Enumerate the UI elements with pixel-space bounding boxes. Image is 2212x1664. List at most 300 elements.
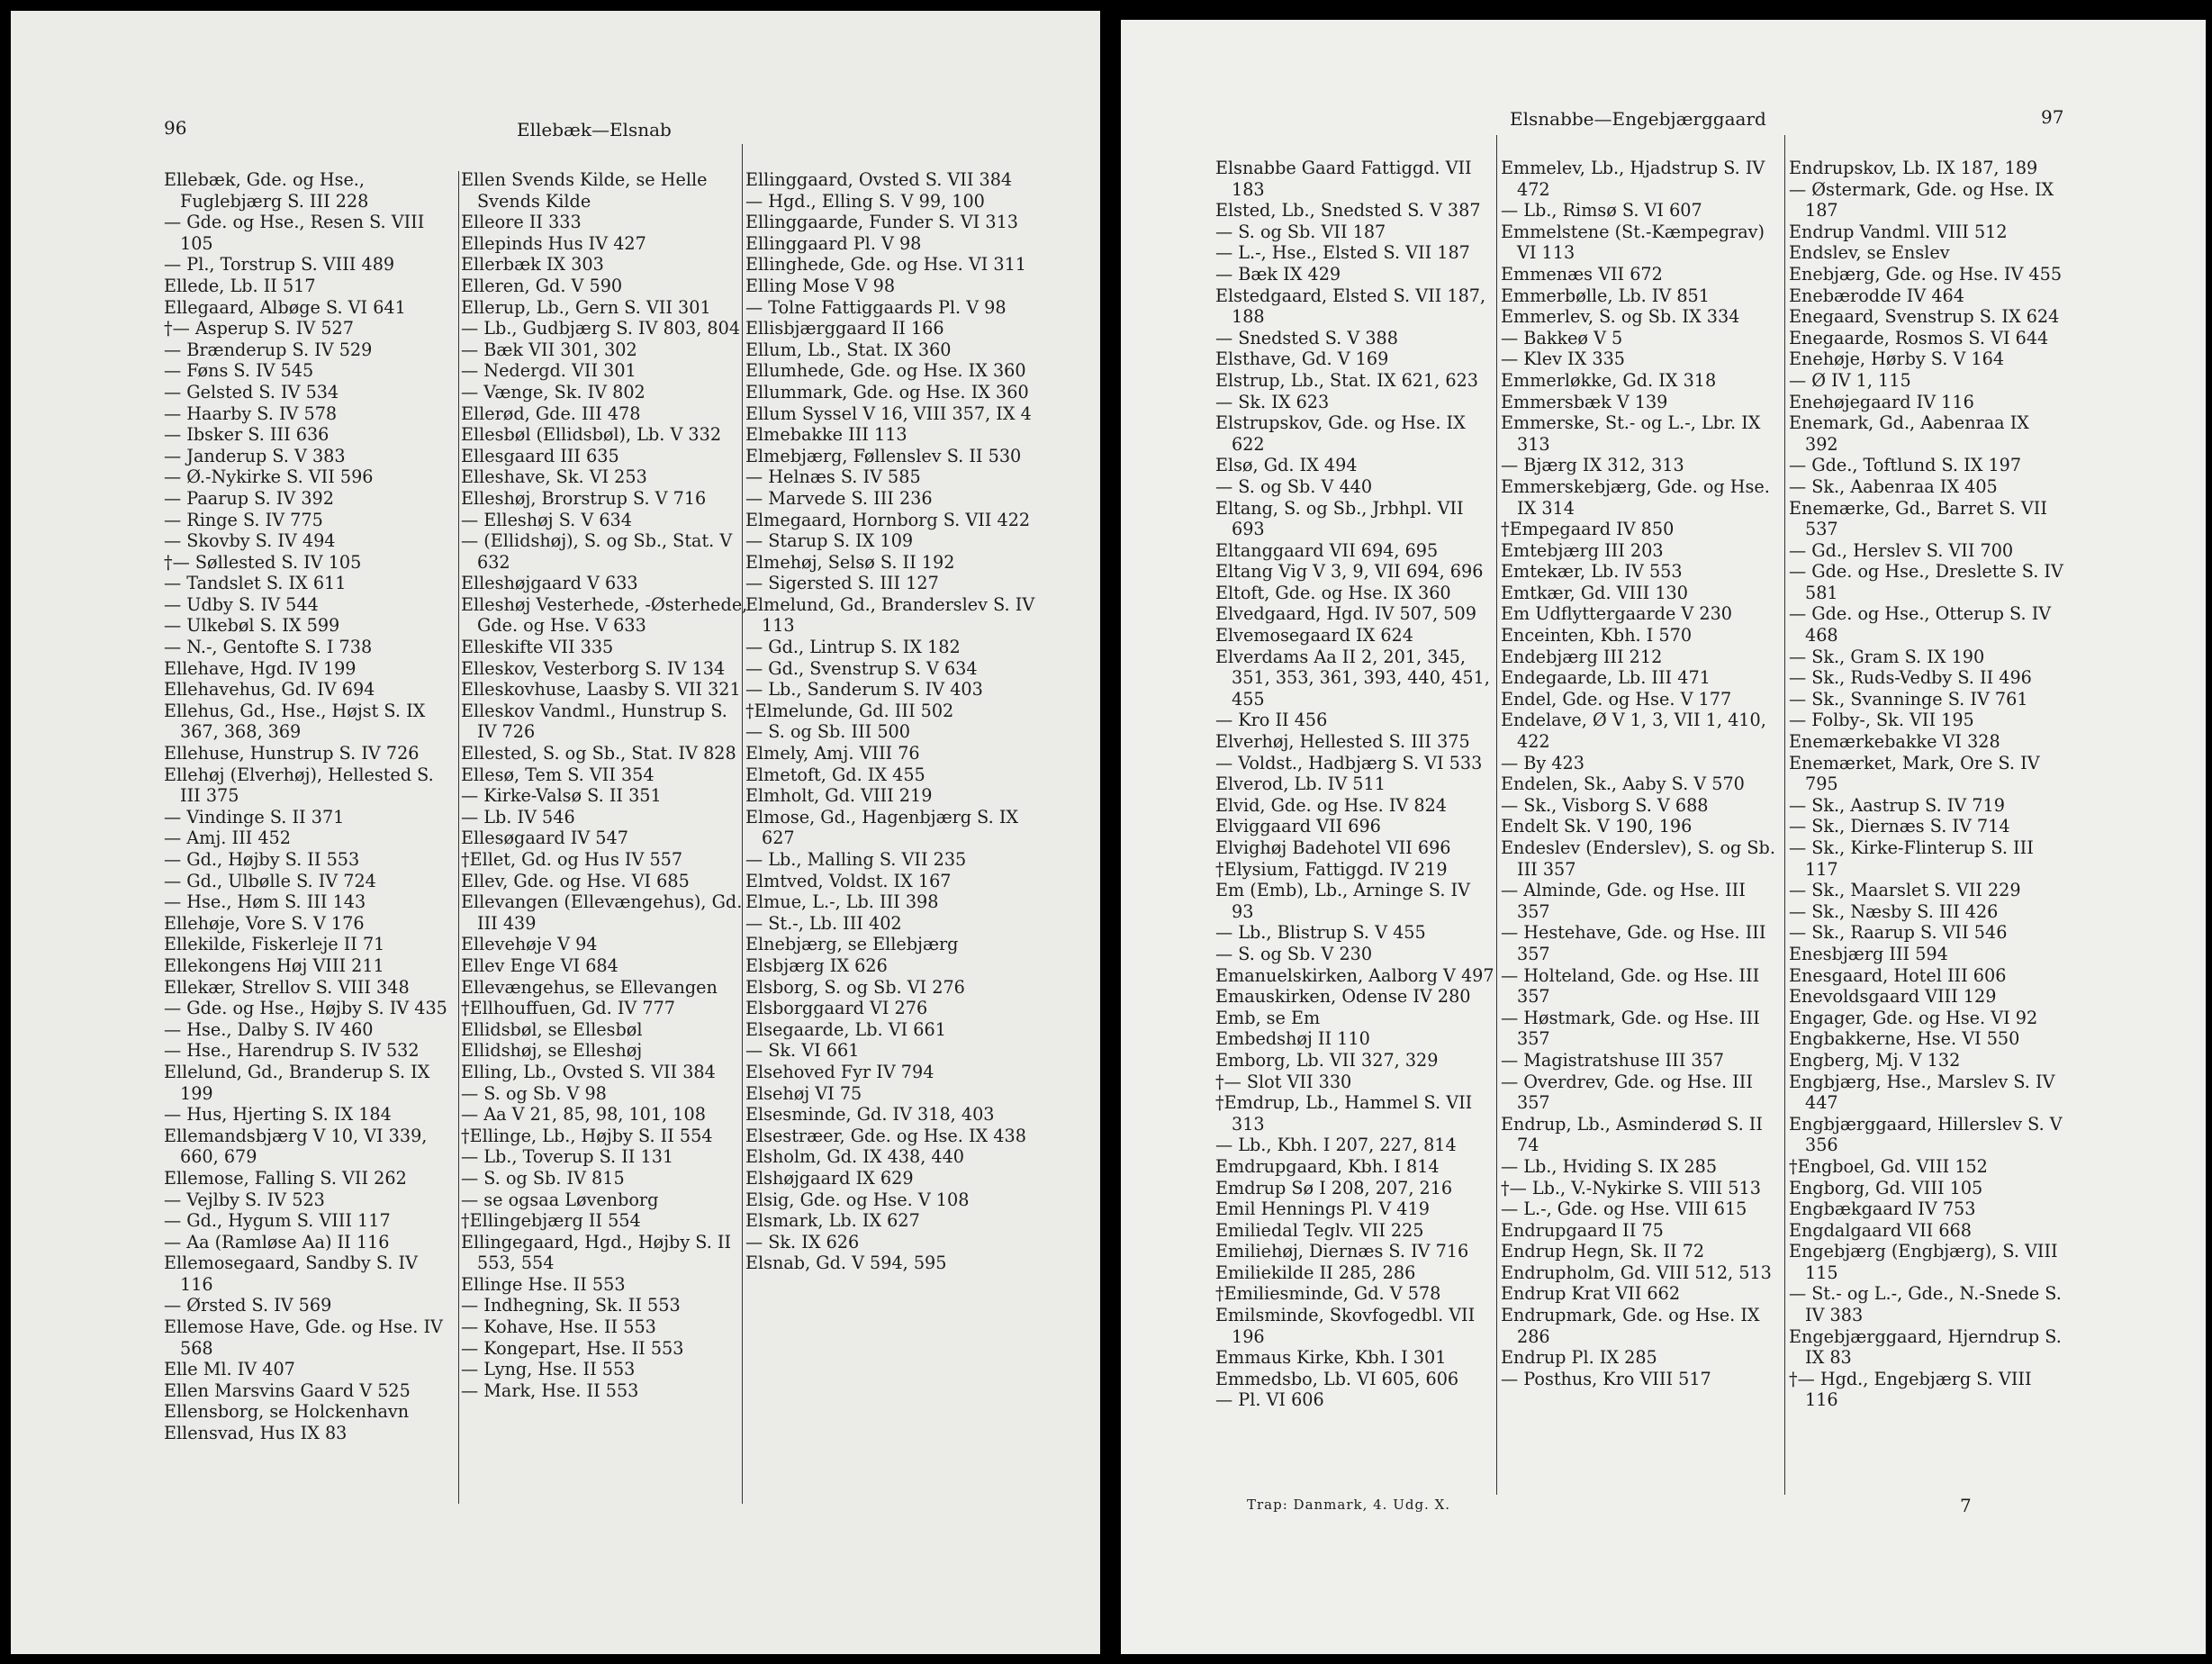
index-entry: †Emiliesminde, Gd. V 578	[1215, 1283, 1441, 1305]
right-page	[1121, 20, 2206, 1654]
signature-mark: 7	[1960, 1495, 1972, 1516]
index-entry: — Tandslet S. IX 611	[164, 573, 347, 594]
index-entry: — Gde. og Hse., Resen S. VIII 105	[164, 212, 425, 254]
index-entry: †— Slot VII 330	[1215, 1071, 1352, 1092]
index-entry: — Magistratshuse III 357	[1501, 1049, 1724, 1071]
index-entry: Engbjærg, Hse., Marslev S. IV 447	[1789, 1071, 2055, 1114]
index-entry: Endeslev (Enderslev), S. og Sb. III 357	[1501, 837, 1775, 880]
index-entry: — Lb., Sanderum S. IV 403	[745, 679, 983, 701]
index-entry: Emtekær, Lb. IV 553	[1501, 561, 1683, 583]
index-entry: — Ibsker S. III 636	[164, 424, 330, 446]
index-entry: Engdalgaard VII 668	[1789, 1219, 1972, 1241]
index-entry: Ellemosegaard, Sandby S. IV 116	[164, 1253, 418, 1295]
index-entry: Ellev, Gde. og Hse. VI 685	[461, 870, 690, 891]
column-rule	[1496, 135, 1497, 1495]
index-entry: — Lb., Gudbjærg S. IV 803, 804	[461, 318, 741, 339]
index-column-1	[1215, 158, 1494, 1411]
index-entry: Elvedgaard, Hgd. IV 507, 509	[1215, 603, 1476, 625]
index-entry: Endrup Pl. IX 285	[1501, 1347, 1657, 1369]
left-page	[11, 11, 1100, 1654]
index-entry: Elsehøj VI 75	[745, 1082, 862, 1104]
index-entry: Elmose, Gd., Hagenbjærg S. IX 627	[745, 806, 1019, 849]
index-entry: Emtkær, Gd. VIII 130	[1501, 582, 1688, 603]
index-entry: Elsegaarde, Lb. VI 661	[745, 1018, 946, 1040]
index-entry: Ellesø, Tem S. VII 354	[461, 764, 655, 785]
index-entry: Elmehøj, Selsø S. II 192	[745, 551, 955, 573]
index-entry: Elleshøj, Brorstrup S. V 716	[461, 487, 707, 509]
index-entry: — Lb., Rimsø S. VI 607	[1501, 200, 1702, 222]
index-entry: Ellegaard, Albøge S. VI 641	[164, 296, 406, 318]
index-entry: Endrupskov, Lb. IX 187, 189	[1789, 158, 2038, 178]
index-entry: Elverdams Aa II 2, 201, 345, 351, 353, 361, 393, 440, 451, 455	[1215, 646, 1490, 710]
index-entry: Emmerløkke, Gd. IX 318	[1501, 369, 1717, 391]
index-entry: Emanuelskirken, Aalborg V 497	[1215, 964, 1494, 986]
index-entry: — Bæk VII 301, 302	[461, 339, 637, 360]
index-entry: — Hse., Høm S. III 143	[164, 891, 366, 913]
index-entry: — Gd., Højby S. II 553	[164, 849, 360, 870]
index-entry: Emiliekilde II 285, 286	[1215, 1262, 1416, 1283]
index-entry: Emdrupgaard, Kbh. I 814	[1215, 1155, 1440, 1177]
index-entry: Elsehoved Fyr IV 794	[745, 1061, 934, 1082]
index-entry: — Gde. og Hse., Dreslette S. IV 581	[1789, 561, 2063, 603]
index-entry: Emmaus Kirke, Kbh. I 301	[1215, 1347, 1447, 1369]
index-entry: — Marvede S. III 236	[745, 487, 933, 509]
index-entry: Ellum Syssel V 16, VIII 357, IX 4	[745, 402, 1032, 424]
index-entry: Elle Ml. IV 407	[164, 1359, 295, 1380]
index-entry: †Empegaard IV 850	[1501, 519, 1675, 540]
index-entry: Emb, se Em	[1215, 1007, 1321, 1028]
index-entry: — Sk., Aabenraa IX 405	[1789, 475, 1998, 497]
index-entry: — Sk. VI 661	[745, 1040, 860, 1062]
index-entry: Endrup, Lb., Asminderød S. II 74	[1501, 1113, 1763, 1156]
index-entry: — Bæk IX 429	[1215, 263, 1341, 285]
index-entry: Ellensborg, se Holckenhavn	[164, 1401, 410, 1423]
index-entry: — Udby S. IV 544	[164, 593, 319, 615]
index-entry: Eltoft, Gde. og Hse. IX 360	[1215, 582, 1451, 603]
index-entry: — Sk., Svanninge S. IV 761	[1789, 688, 2028, 710]
index-entry: Elleore II 333	[461, 212, 582, 233]
index-entry: Elsnabbe Gaard Fattiggd. VII 183	[1215, 158, 1472, 200]
index-entry: Ellinggaard Pl. V 98	[745, 232, 922, 254]
index-entry: — Starup S. IX 109	[745, 530, 914, 552]
imprint-footer: Trap: Danmark, 4. Udg. X.	[1247, 1497, 1451, 1513]
index-entry: — By 423	[1501, 752, 1585, 773]
index-entry: — S. og Sb. V 440	[1215, 475, 1373, 497]
index-entry: — Klev IX 335	[1501, 348, 1626, 370]
index-entry: — Vejlby S. IV 523	[164, 1189, 325, 1210]
index-entry: — Holteland, Gde. og Hse. III 357	[1501, 964, 1760, 1008]
index-entry: — Aa (Ramløse Aa) II 116	[164, 1231, 390, 1253]
index-entry: Emmerske, St.- og L.-, Lbr. IX 313	[1501, 412, 1761, 455]
index-entry: — L.-, Gde. og Hse. VIII 615	[1501, 1198, 1747, 1220]
index-entry: Elviggaard VII 696	[1215, 816, 1381, 837]
index-entry: Ellidshøj, se Elleshøj	[461, 1040, 643, 1062]
index-entry: — Hestehave, Gde. og Hse. III 357	[1501, 922, 1766, 964]
index-entry: — Amj. III 452	[164, 827, 291, 849]
index-entry: Ellemose, Falling S. VII 262	[164, 1167, 407, 1189]
index-entry: Elstrup, Lb., Stat. IX 621, 623	[1215, 369, 1479, 391]
index-entry: Elmholt, Gd. VIII 219	[745, 785, 933, 807]
index-entry: — Gd., Herslev S. VII 700	[1789, 539, 2014, 561]
index-entry: †Emdrup, Lb., Hammel S. VII 313	[1215, 1092, 1473, 1135]
index-entry: Elsbjærg IX 626	[745, 954, 888, 976]
index-entry: Elnebjærg, se Ellebjærg	[745, 934, 959, 955]
index-entry: — Sk., Aastrup S. IV 719	[1789, 794, 2005, 816]
index-entry: Elmebakke III 113	[745, 424, 907, 446]
index-entry: Enegaard, Svenstrup S. IX 624	[1789, 306, 2060, 328]
index-entry: Embedshøj II 110	[1215, 1028, 1370, 1050]
index-entry: Emmersbæk V 139	[1501, 391, 1668, 412]
index-entry: — Vindinge S. II 371	[164, 806, 345, 827]
index-entry: Em (Emb), Lb., Arninge S. IV 93	[1215, 880, 1470, 922]
index-entry: — Indhegning, Sk. II 553	[461, 1295, 681, 1316]
index-entry: — S. og Sb. VII 187	[1215, 221, 1386, 242]
column-rule	[742, 144, 743, 1504]
index-entry: Emmerskebjærg, Gde. og Hse. IX 314	[1501, 475, 1770, 519]
index-entry: Ellev Enge VI 684	[461, 954, 618, 976]
index-entry: Elleshøjgaard V 633	[461, 573, 638, 594]
index-entry: Engborg, Gd. VIII 105	[1789, 1177, 1983, 1198]
index-entry: Endrupholm, Gd. VIII 512, 513	[1501, 1262, 1772, 1283]
index-entry: †— Søllested S. IV 105	[164, 551, 362, 573]
index-entry: Emborg, Lb. VII 327, 329	[1215, 1049, 1439, 1071]
index-entry: Ellelund, Gd., Branderup S. IX 199	[164, 1061, 430, 1104]
index-entry: — Nedergd. VII 301	[461, 360, 637, 382]
index-entry: — S. og Sb. IV 815	[461, 1167, 625, 1189]
index-entry: Ellerød, Gde. III 478	[461, 402, 641, 424]
index-entry: †Ellingebjærg II 554	[461, 1210, 641, 1232]
index-entry: — Gd., Lintrup S. IX 182	[745, 637, 961, 658]
index-entry: Ellebæk, Gde. og Hse., Fuglebjærg S. III 228	[164, 169, 369, 212]
index-entry: Elsborggaard VI 276	[745, 998, 928, 1019]
index-entry: Engager, Gde. og Hse. VI 92	[1789, 1007, 2038, 1028]
page-number: 97	[2041, 106, 2064, 128]
index-entry: Ellehave, Hgd. IV 199	[164, 657, 357, 679]
index-entry: — Lb. IV 546	[461, 806, 575, 827]
index-entry: Engebjærggaard, Hjerndrup S. IX 83	[1789, 1325, 2062, 1369]
index-entry: Elstedgaard, Elsted S. VII 187, 188	[1215, 285, 1486, 328]
index-entry: Elverhøj, Hellested S. III 375	[1215, 731, 1470, 753]
index-entry: — Pl. VI 606	[1215, 1389, 1324, 1411]
index-entry: — Hus, Hjerting S. IX 184	[164, 1104, 392, 1126]
index-entry: — Sk., Visborg S. V 688	[1501, 794, 1709, 816]
index-entry: — L.-, Hse., Elsted S. VII 187	[1215, 242, 1470, 264]
index-entry: Elmely, Amj. VIII 76	[745, 743, 920, 764]
index-entry: Elling, Lb., Ovsted S. VII 384	[461, 1061, 716, 1082]
index-entry: Elleren, Gd. V 590	[461, 275, 623, 296]
index-entry: †Elmelunde, Gd. III 502	[745, 700, 954, 721]
index-entry: — Lb., Kbh. I 207, 227, 814	[1215, 1135, 1457, 1156]
index-entry: Emmerbølle, Lb. IV 851	[1501, 285, 1710, 306]
index-entry: Ellevehøje V 94	[461, 934, 598, 955]
index-entry: Elmtved, Voldst. IX 167	[745, 870, 952, 891]
index-entry: Ellede, Lb. II 517	[164, 275, 316, 296]
index-entry: Elsmark, Lb. IX 627	[745, 1210, 920, 1232]
index-entry: Ellumhede, Gde. og Hse. IX 360	[745, 360, 1026, 382]
index-entry: — Sigersted S. III 127	[745, 573, 939, 594]
index-entry: — Sk., Næsby S. III 426	[1789, 900, 1999, 922]
index-entry: — Bjærg IX 312, 313	[1501, 455, 1684, 476]
index-entry: Elleskovhuse, Laasby S. VII 321	[461, 679, 741, 701]
index-entry: Emmelev, Lb., Hjadstrup S. IV 472	[1501, 158, 1765, 200]
index-entry: Endrup Krat VII 662	[1501, 1283, 1681, 1305]
index-entry: — se ogsaa Løvenborg	[461, 1189, 659, 1210]
index-entry: Ellehus, Gd., Hse., Højst S. IX 367, 368, 369	[164, 700, 426, 743]
index-entry: — Folby-, Sk. VII 195	[1789, 710, 1974, 731]
index-entry: Ellemose Have, Gde. og Hse. IV 568	[164, 1316, 443, 1359]
index-entry: Endrupgaard II 75	[1501, 1219, 1664, 1241]
index-entry: — Lyng, Hse. II 553	[461, 1359, 636, 1380]
index-entry: — S. og Sb. III 500	[745, 721, 910, 743]
index-entry: Elling Mose V 98	[745, 275, 896, 296]
index-entry: — Paarup S. IV 392	[164, 487, 334, 509]
index-entry: Enesgaard, Hotel III 606	[1789, 964, 2007, 986]
index-entry: — Skovby S. IV 494	[164, 530, 336, 552]
index-entry: — Sk., Diernæs S. IV 714	[1789, 816, 2010, 837]
index-entry: Endelen, Sk., Aaby S. V 570	[1501, 773, 1745, 795]
index-entry: Elmue, L.-, Lb. III 398	[745, 891, 939, 913]
index-entry: Ellesbøl (Ellidsbøl), Lb. V 332	[461, 424, 722, 446]
index-entry: Emmenæs VII 672	[1501, 263, 1663, 285]
index-entry: — Hse., Harendrup S. IV 532	[164, 1040, 420, 1062]
index-entry: Endelt Sk. V 190, 196	[1501, 816, 1693, 837]
index-entry: — Kongepart, Hse. II 553	[461, 1337, 684, 1359]
index-entry: Elshøjgaard IX 629	[745, 1167, 914, 1189]
index-entry: †— Hgd., Engebjærg S. VIII 116	[1789, 1368, 2032, 1411]
index-entry: Ellesgaard III 635	[461, 445, 619, 466]
index-entry: — Vænge, Sk. IV 802	[461, 381, 646, 402]
index-entry: Ellehuse, Hunstrup S. IV 726	[164, 743, 420, 764]
index-entry: — Aa V 21, 85, 98, 101, 108	[461, 1104, 706, 1126]
column-rule	[458, 171, 459, 1504]
index-entry: Engebjærg (Engbjærg), S. VIII 115	[1789, 1241, 2058, 1283]
index-entry: — Sk. IX 626	[745, 1231, 860, 1253]
index-entry: Elleskov Vandml., Hunstrup S. IV 726	[461, 700, 727, 743]
index-entry: Enebjærg, Gde. og Hse. IV 455	[1789, 263, 2063, 285]
index-entry: Ellerbæk IX 303	[461, 254, 604, 276]
index-entry: Ellummark, Gde. og Hse. IX 360	[745, 381, 1029, 402]
index-entry: — Ulkebøl S. IX 599	[164, 615, 340, 637]
index-entry: — Voldst., Hadbjærg S. VI 533	[1215, 752, 1483, 773]
index-column-2	[461, 169, 751, 1401]
index-entry: — Hgd., Elling S. V 99, 100	[745, 190, 985, 212]
index-entry: — Hse., Dalby S. IV 460	[164, 1018, 374, 1040]
index-entry: — Lb., Blistrup S. V 455	[1215, 922, 1426, 944]
index-entry: Ellested, S. og Sb., Stat. IV 828	[461, 743, 736, 764]
index-column-3	[745, 169, 1035, 1274]
index-entry: Elverod, Lb. IV 511	[1215, 773, 1386, 795]
index-entry: — Gde. og Hse., Otterup S. IV 468	[1789, 603, 2052, 647]
index-entry: Enemark, Gd., Aabenraa IX 392	[1789, 412, 2029, 455]
index-entry: — Gde. og Hse., Højby S. IV 435	[164, 998, 447, 1019]
index-entry: Elmetoft, Gd. IX 455	[745, 764, 925, 785]
index-entry: Elsesminde, Gd. IV 318, 403	[745, 1104, 995, 1126]
index-entry: — Høstmark, Gde. og Hse. III 357	[1501, 1007, 1760, 1050]
index-entry: — St.- og L.-, Gde., N.-Snede S. IV 383	[1789, 1283, 2062, 1326]
index-entry: Elsø, Gd. IX 494	[1215, 455, 1358, 476]
index-entry: Elsholm, Gd. IX 438, 440	[745, 1146, 965, 1168]
index-entry: — Sk., Ruds-Vedby S. II 496	[1789, 667, 2032, 689]
index-entry: — Gd., Svenstrup S. V 634	[745, 657, 978, 679]
index-entry: Eltanggaard VII 694, 695	[1215, 539, 1439, 561]
index-entry: Ellinggaarde, Funder S. VI 313	[745, 212, 1018, 233]
index-entry: Endrup Hegn, Sk. II 72	[1501, 1241, 1705, 1262]
index-entry: Emauskirken, Odense IV 280	[1215, 986, 1471, 1008]
index-entry: — (Ellidshøj), S. og Sb., Stat. V 632	[461, 530, 733, 573]
index-entry: Ellevængehus, se Ellevangen	[461, 976, 718, 998]
running-head: Ellebæk—Elsnab	[517, 119, 672, 140]
index-column-3	[1789, 158, 2066, 1411]
index-entry: Enebærodde IV 464	[1789, 285, 1964, 306]
index-entry: Enemærke, Gd., Barret S. VII 537	[1789, 497, 2047, 540]
index-entry: Ellemandsbjærg V 10, VI 339, 660, 679	[164, 1125, 428, 1168]
index-entry: — S. og Sb. V 98	[461, 1082, 607, 1104]
index-entry: Emil Hennings Pl. V 419	[1215, 1198, 1430, 1220]
index-entry: Ellevangen (Ellevængehus), Gd. III 439	[461, 891, 743, 934]
index-entry: †Engboel, Gd. VIII 152	[1789, 1155, 1988, 1177]
index-entry: — Bakkeø V 5	[1501, 327, 1623, 348]
index-entry: Emdrup Sø I 208, 207, 216	[1215, 1177, 1453, 1198]
index-entry: — Posthus, Kro VIII 517	[1501, 1368, 1711, 1389]
index-entry: Ellesøgaard IV 547	[461, 827, 628, 849]
index-entry: — Pl., Torstrup S. VIII 489	[164, 254, 395, 276]
running-head: Elsnabbe—Engebjærggaard	[1510, 108, 1766, 130]
index-entry: — Østermark, Gde. og Hse. IX 187	[1789, 178, 2054, 222]
index-entry: — Overdrev, Gde. og Hse. III 357	[1501, 1071, 1753, 1114]
index-column-1	[164, 169, 454, 1444]
index-entry: — Gde., Toftlund S. IX 197	[1789, 455, 2022, 476]
index-entry: Elleshøj Vesterhede, -Østerhede, Gde. og Hse. V 633	[461, 593, 748, 637]
index-entry: — Sk. IX 623	[1215, 391, 1330, 412]
index-column-2	[1501, 158, 1783, 1389]
index-entry: Enemærkebakke VI 328	[1789, 731, 2000, 753]
index-entry: — Gd., Ulbølle S. IV 724	[164, 870, 376, 891]
index-entry: — Janderup S. V 383	[164, 445, 346, 466]
index-entry: — Sk., Maarslet S. VII 229	[1789, 880, 2021, 901]
index-entry: — Snedsted S. V 388	[1215, 327, 1398, 348]
index-entry: Enevoldsgaard VIII 129	[1789, 986, 1997, 1008]
index-entry: Elmebjærg, Føllenslev S. II 530	[745, 445, 1022, 466]
index-entry: Elleshave, Sk. VI 253	[461, 466, 647, 488]
index-entry: Enehøjegaard IV 116	[1789, 391, 1974, 412]
index-entry: Emilsminde, Skovfogedbl. VII 196	[1215, 1305, 1476, 1347]
index-entry: — Ørsted S. IV 569	[164, 1295, 332, 1316]
index-entry: Ellidsbøl, se Ellesbøl	[461, 1018, 643, 1040]
index-entry: Elstrupskov, Gde. og Hse. IX 622	[1215, 412, 1466, 455]
index-entry: — Gelsted S. IV 534	[164, 381, 339, 402]
index-entry: Engbækgaard IV 753	[1789, 1198, 1976, 1220]
index-entry: Elmelund, Gd., Branderslev S. IV 113	[745, 593, 1035, 637]
index-entry: Ellum, Lb., Stat. IX 360	[745, 339, 952, 360]
index-entry: Elvemosegaard IX 624	[1215, 625, 1413, 647]
index-entry: Ellehøj (Elverhøj), Hellested S. III 375	[164, 764, 434, 807]
index-entry: Ellen Marsvins Gaard V 525	[164, 1379, 411, 1401]
index-entry: Elsted, Lb., Snedsted S. V 387	[1215, 200, 1481, 222]
index-entry: Emmerlev, S. og Sb. IX 334	[1501, 306, 1740, 328]
index-entry: Elvid, Gde. og Hse. IV 824	[1215, 794, 1447, 816]
index-entry: — St.-, Lb. III 402	[745, 912, 902, 934]
index-entry: — Ø.-Nykirke S. VII 596	[164, 466, 374, 488]
index-entry: Eltang Vig V 3, 9, VII 694, 696	[1215, 561, 1484, 583]
index-entry: Emiliedal Teglv. VII 225	[1215, 1219, 1424, 1241]
index-entry: Enehøje, Hørby S. V 164	[1789, 348, 2005, 370]
index-entry: Endrup Vandml. VIII 512	[1789, 221, 2008, 242]
index-entry: Enemærket, Mark, Ore S. IV 795	[1789, 752, 2040, 795]
index-entry: Enceinten, Kbh. I 570	[1501, 625, 1693, 647]
index-entry: Elsborg, S. og Sb. VI 276	[745, 976, 965, 998]
index-entry: Elsig, Gde. og Hse. V 108	[745, 1189, 970, 1210]
index-entry: Ellekær, Strellov S. VIII 348	[164, 976, 410, 998]
index-entry: — Haarby S. IV 578	[164, 402, 338, 424]
page-number: 96	[164, 117, 187, 139]
index-entry: Ellekilde, Fiskerleje II 71	[164, 934, 385, 955]
index-entry: Ellehavehus, Gd. IV 694	[164, 679, 375, 701]
index-entry: Ellinggaard, Ovsted S. VII 384	[745, 169, 1013, 190]
index-entry: Endegaarde, Lb. III 471	[1501, 667, 1711, 689]
index-entry: Eltang, S. og Sb., Jrbhpl. VII 693	[1215, 497, 1464, 540]
index-entry: †Ellinge, Lb., Højby S. II 554	[461, 1125, 713, 1146]
index-entry: — Lb., Hviding S. IX 285	[1501, 1155, 1718, 1177]
index-entry: †Elysium, Fattiggd. IV 219	[1215, 858, 1448, 880]
index-entry: — Mark, Hse. II 553	[461, 1379, 639, 1401]
index-entry: Elsnab, Gd. V 594, 595	[745, 1253, 947, 1274]
index-entry: Emiliehøj, Diernæs S. IV 716	[1215, 1241, 1469, 1262]
index-entry: — Lb., Toverup S. II 131	[461, 1146, 674, 1168]
index-entry: Elvighøj Badehotel VII 696	[1215, 837, 1451, 858]
index-entry: Elleskov, Vesterborg S. IV 134	[461, 657, 726, 679]
index-entry: — Alminde, Gde. og Hse. III 357	[1501, 880, 1746, 922]
index-entry: — Tolne Fattiggaards Pl. V 98	[745, 296, 1007, 318]
index-entry: — Brænderup S. IV 529	[164, 339, 373, 360]
index-entry: Engbakkerne, Hse. VI 550	[1789, 1028, 2020, 1050]
index-entry: Emtebjærg III 203	[1501, 539, 1664, 561]
index-entry: Engberg, Mj. V 132	[1789, 1049, 1961, 1071]
index-entry: Elleskifte VII 335	[461, 637, 614, 658]
index-entry: Ellinghede, Gde. og Hse. VI 311	[745, 254, 1026, 276]
index-entry: Ellensvad, Hus IX 83	[164, 1423, 348, 1444]
index-entry: †— Asperup S. IV 527	[164, 318, 354, 339]
index-entry: — Elleshøj S. V 634	[461, 509, 632, 530]
index-entry: — Sk., Gram S. IX 190	[1789, 646, 1985, 667]
index-entry: Emmelstene (St.-Kæmpegrav) VI 113	[1501, 221, 1765, 264]
index-entry: Endebjærg III 212	[1501, 646, 1663, 667]
index-entry: Endel, Gde. og Hse. V 177	[1501, 688, 1732, 710]
index-entry: — Ø IV 1, 115	[1789, 369, 1911, 391]
index-entry: — Lb., Malling S. VII 235	[745, 849, 967, 870]
index-entry: — Føns S. IV 545	[164, 360, 314, 382]
index-entry: — Ringe S. IV 775	[164, 509, 323, 530]
column-rule	[1784, 135, 1785, 1495]
index-entry: — Kohave, Hse. II 553	[461, 1316, 656, 1338]
index-entry: Ellingegaard, Hgd., Højby S. II 553, 554	[461, 1231, 732, 1274]
index-entry: — N.-, Gentofte S. I 738	[164, 637, 373, 658]
index-entry: — Sk., Kirke-Flinterup S. III 117	[1789, 837, 2034, 880]
index-entry: Ellekongens Høj VIII 211	[164, 954, 384, 976]
index-entry: — S. og Sb. V 230	[1215, 943, 1373, 964]
index-entry: Ellisbjærggaard II 166	[745, 318, 944, 339]
index-entry: Elsthave, Gd. V 169	[1215, 348, 1389, 370]
index-entry: Enesbjærg III 594	[1789, 943, 1948, 964]
index-entry: Em Udflyttergaarde V 230	[1501, 603, 1732, 625]
index-entry: Ellen Svends Kilde, se Helle Svends Kilde	[461, 169, 708, 212]
index-entry: Ellerup, Lb., Gern S. VII 301	[461, 296, 711, 318]
index-entry: — Gd., Hygum S. VIII 117	[164, 1210, 391, 1232]
index-entry: Endslev, se Enslev	[1789, 242, 1950, 264]
index-entry: — Helnæs S. IV 585	[745, 466, 921, 488]
index-entry: — Sk., Raarup S. VII 546	[1789, 922, 2008, 944]
index-entry: Endrupmark, Gde. og Hse. IX 286	[1501, 1305, 1760, 1347]
index-entry: Emmedsbo, Lb. VI 605, 606	[1215, 1368, 1459, 1389]
